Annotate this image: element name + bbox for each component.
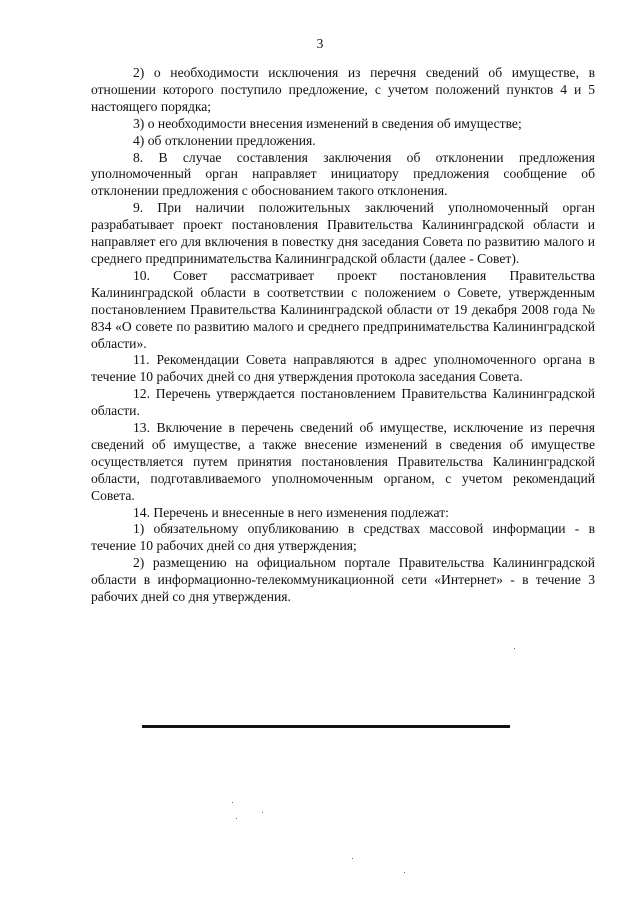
document-body — [91, 65, 595, 606]
paragraph-item-3: 3) о необходимости внесения изменений в сведения об имуществе; — [133, 115, 522, 131]
scan-speck — [262, 812, 263, 813]
paragraph-clause-14: 14. Перечень и внесенные в него изменения подлежат: — [133, 504, 449, 520]
scan-speck — [514, 648, 515, 649]
scan-speck — [236, 818, 237, 819]
page-number: 3 — [316, 36, 324, 51]
paragraph-clause-12: 12. Перечень утверждается постановлением Правительства Калининградской области. — [91, 386, 595, 419]
scan-speck — [232, 802, 233, 803]
paragraph-item-4: 4) об отклонении предложения. — [133, 132, 316, 148]
paragraph-clause-10: 10. Совет рассматривает проект постановления Правительства Калининградской области в соответствии с положением о Совете, утвержденным постановлением Правительства Калининградской области от 19 декабря 2008 года № 834 «О совете по развитию малого и среднего предпринимательства Калининградской области». — [91, 267, 595, 351]
paragraph-clause-8: 8. В случае составления заключения об отклонении предложения уполномоченный орган направляет инициатору предложения сообщение об отклонении предложения с обоснованием такого отклонения. — [91, 149, 595, 199]
scan-speck — [352, 858, 353, 859]
paragraph-clause-9: 9. При наличии положительных заключений уполномоченный орган разрабатывает проект постановления Правительства Калининградской области и направляет его для включения в повестку дня заседания Совета по развитию малого и среднего предпринимательства Калининградской области (далее - Совет). — [91, 200, 595, 266]
paragraph-clause-11: 11. Рекомендации Совета направляются в адрес уполномоченного органа в течение 10 рабочих дней со дня утверждения протокола заседания Совета. — [91, 352, 595, 385]
paragraph-clause-13: 13. Включение в перечень сведений об имуществе, исключение из перечня сведений об имуществе, а также внесение изменений в сведения об имуществе осуществляется путем принятия постановления Правительства Калининградской области, подготавливаемого уполномоченным органом, с учетом рекомендаций Совета. — [91, 420, 595, 503]
paragraph-subitem-2: 2) размещению на официальном портале Правительства Калининградской области в информационно-телекоммуникационной сети «Интернет» - в течение 3 рабочих дней со дня утверждения. — [91, 555, 595, 605]
paragraph-subitem-1: 1) обязательному опубликованию в средствах массовой информации - в течение 10 рабочих дней со дня утверждения; — [91, 521, 595, 554]
paragraph-item-2: 2) о необходимости исключения из перечня сведений об имуществе, в отношении которого поступило предложение, с учетом положений пунктов 4 и 5 настоящего порядка; — [91, 65, 595, 114]
end-of-document-rule — [142, 725, 510, 728]
scan-speck — [404, 872, 405, 873]
